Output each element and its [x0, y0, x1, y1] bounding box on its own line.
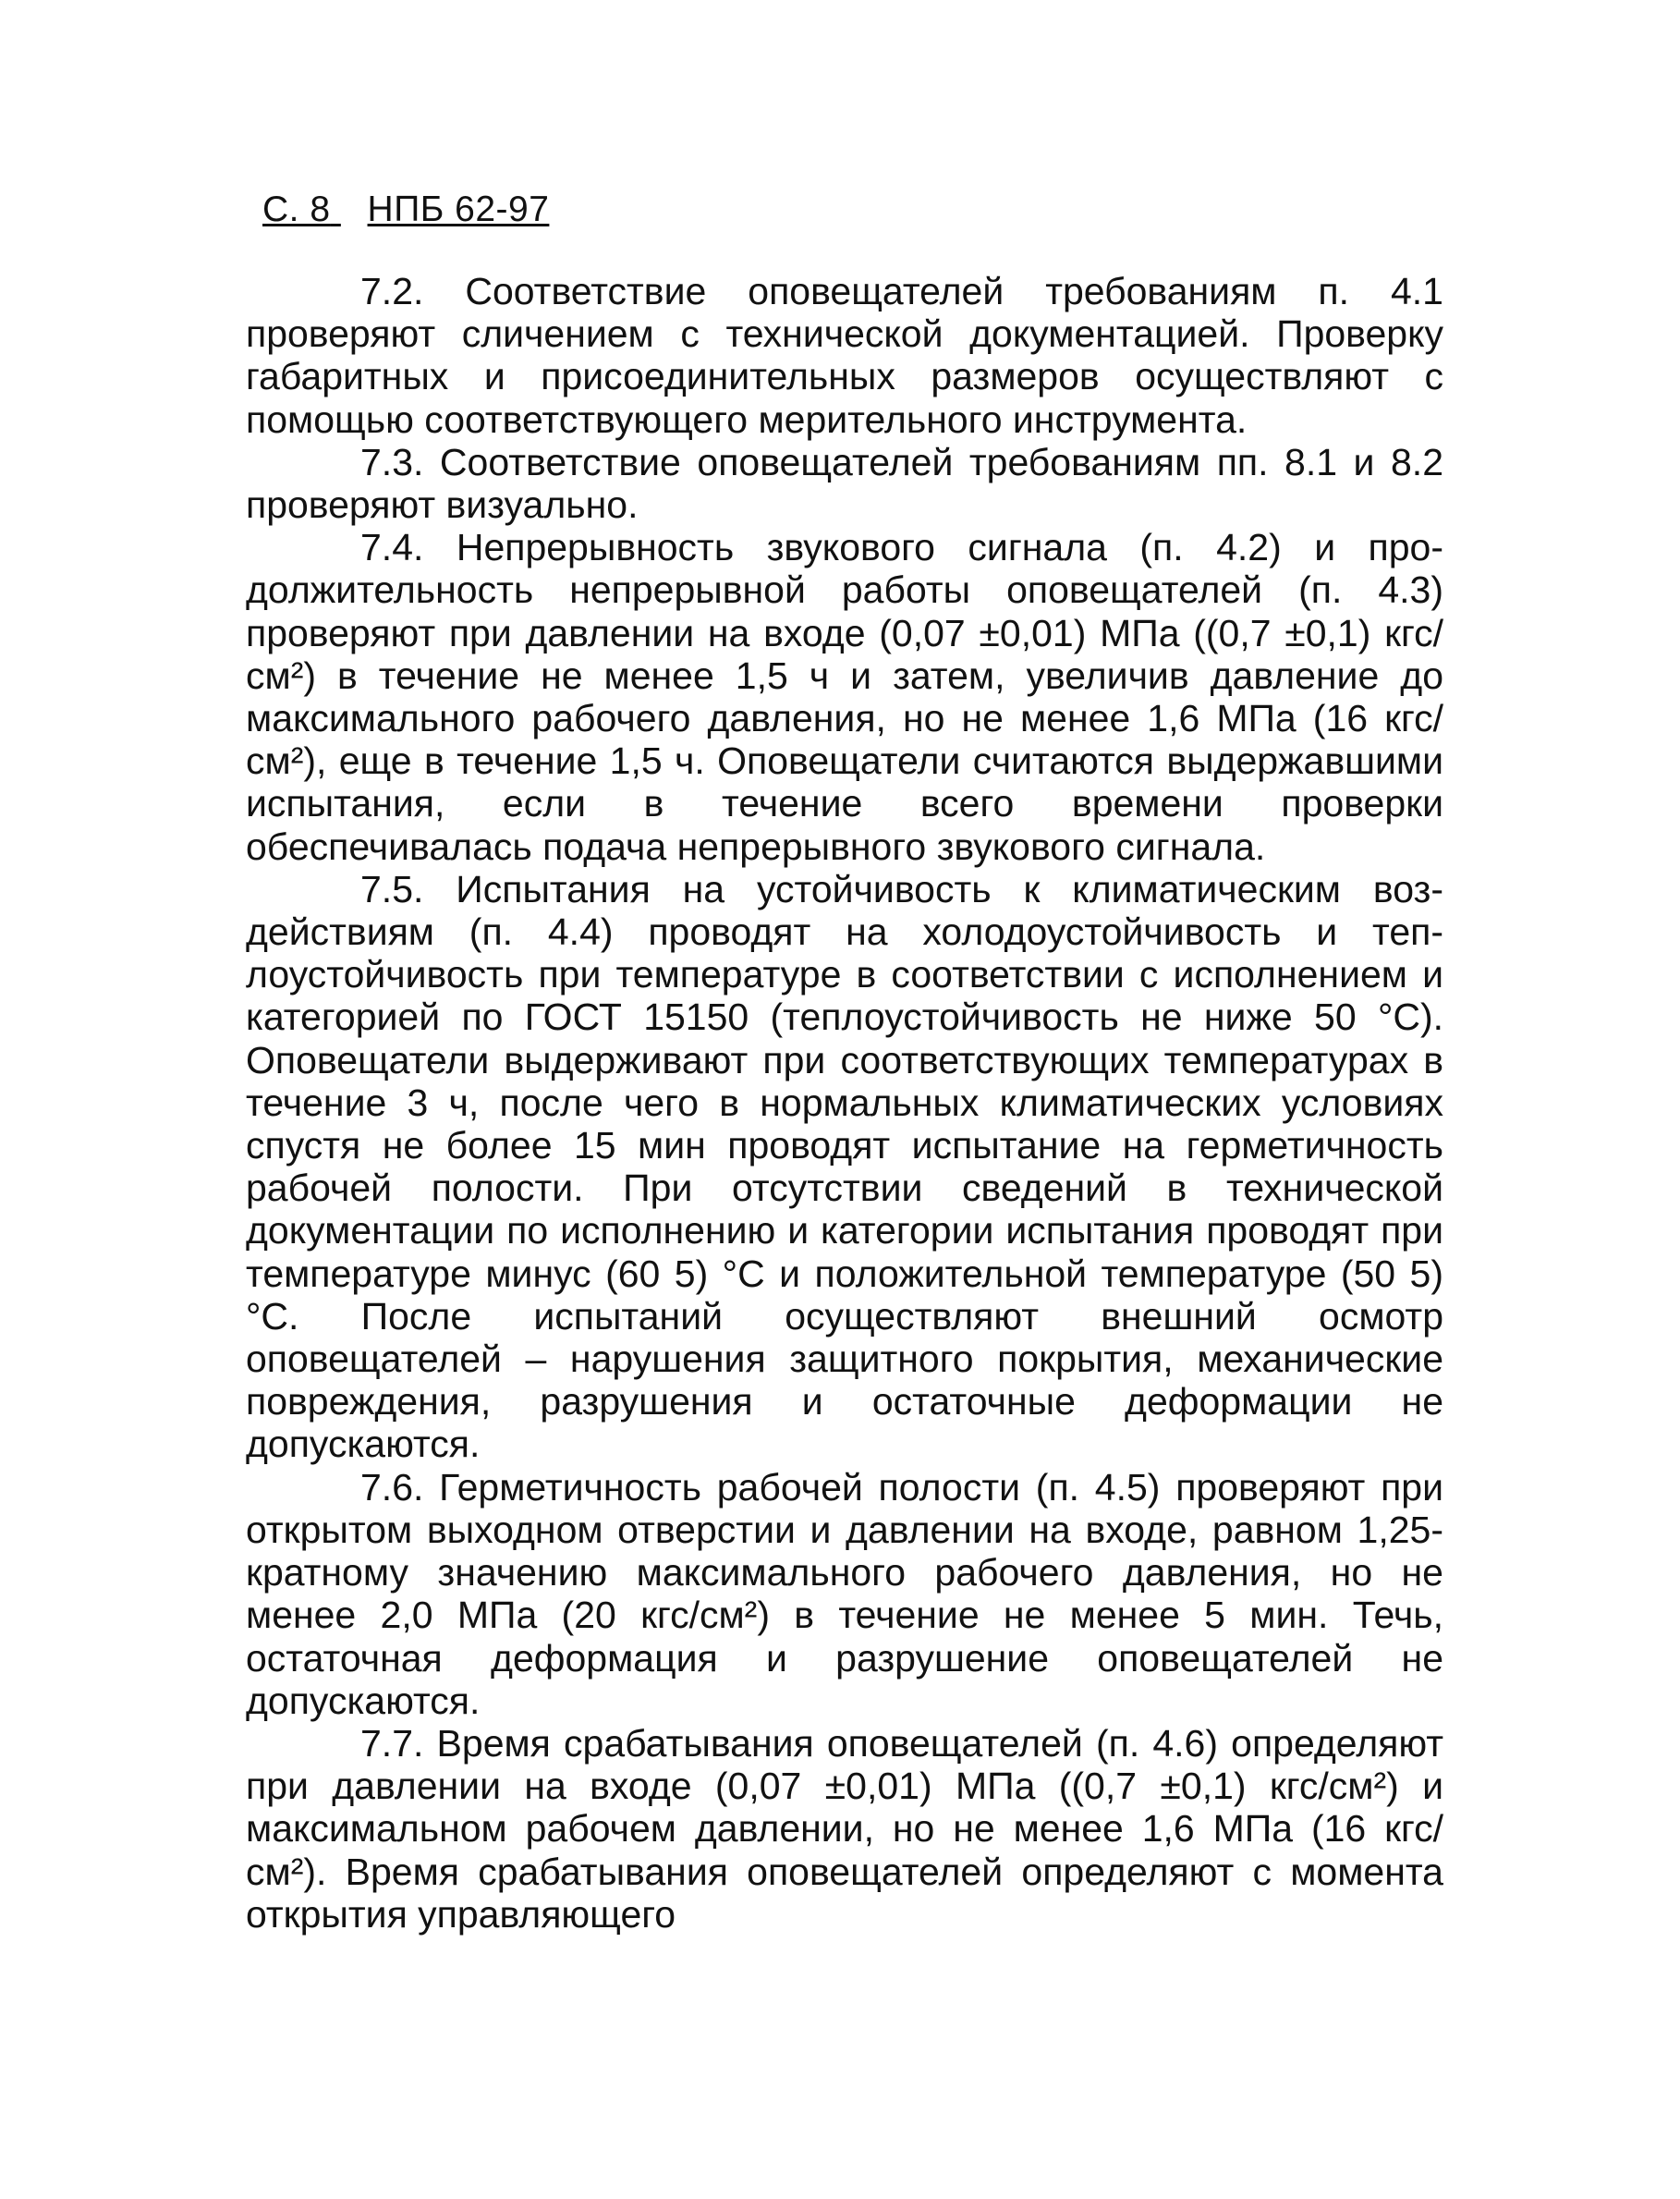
paragraph-7-3: 7.3. Соответствие оповещателей требованиям пп. 8.1 и 8.2 проверяют визуально. — [246, 440, 1443, 527]
paragraph-7-4: 7.4. Непрерывность звукового сигнала (п. 4.2) и продолжительность непрерывной работы оповещателей (п. 4.3) проверяют при давлении на входе (0,07 ±0,01) МПа ((0,7 ±0,1) кгс/см²) в течение не менее 1,5 ч и затем, увеличив давление до максимального рабочего давления, но не менее 1,6 МПа (16 кгс/см²), еще в течение 1,5 ч. Оповещатели считаются выдержавшими испытания, если в течение всего времени проверки обеспечивалась подача непрерывного звукового сигнала. — [246, 526, 1443, 868]
header-spacer — [331, 189, 368, 231]
paragraph-7-5: 7.5. Испытания на устойчивость к климатическим воздействиям (п. 4.4) проводят на холодоустойчивость и теплоустойчивость при температуре в соответствии с исполнением и категорией по ГОСТ 15150 (теплоустойчивость не ниже 50 °С). Оповещатели выдерживают при соответствующих температурах в течение 3 ч, после чего в нормальных климатических условиях спустя не более 15 мин проводят испытание на герметичность рабочей полости. При отсутствии сведений в технической документации по исполнению и категории испытания проводят при температуре минус (60 5) °С и положительной температуре (50 5) °С. После испытаний осуществляют внешний осмотр оповещателей – нарушения защитного покрытия, механические повреждения, разрушения и остаточные деформации не допускаются. — [246, 867, 1443, 1466]
paragraph-7-2: 7.2. Соответствие оповещателей требованиям п. 4.1 проверяют сличением с технической документацией. Проверку габаритных и присоединительных размеров осуществляют с помощью соответствующего мерительного инструмента. — [246, 270, 1443, 441]
body-text — [246, 270, 1443, 1936]
page-number: С. 8 — [262, 189, 331, 229]
paragraph-7-7: 7.7. Время срабатывания оповещателей (п. 4.6) определяют при давлении на входе (0,07 ±0,01) МПа ((0,7 ±0,1) кгс/см²) и максимальном рабочем давлении, но не менее 1,6 МПа (16 кгс/см²). Время срабатывания оповещателей определяют с момента открытия управляющего — [246, 1721, 1443, 1936]
page-header — [262, 189, 549, 231]
paragraph-7-6: 7.6. Герметичность рабочей полости (п. 4.5) проверяют при открытом выходном отверстии и давлении на входе, равном 1,25-кратному значению максимального рабочего давления, но не менее 2,0 МПа (20 кгс/см²) в течение не менее 5 мин. Течь, остаточная деформация и разрушение оповещателей не допускаются. — [246, 1465, 1443, 1722]
document-code: НПБ 62-97 — [367, 189, 550, 229]
